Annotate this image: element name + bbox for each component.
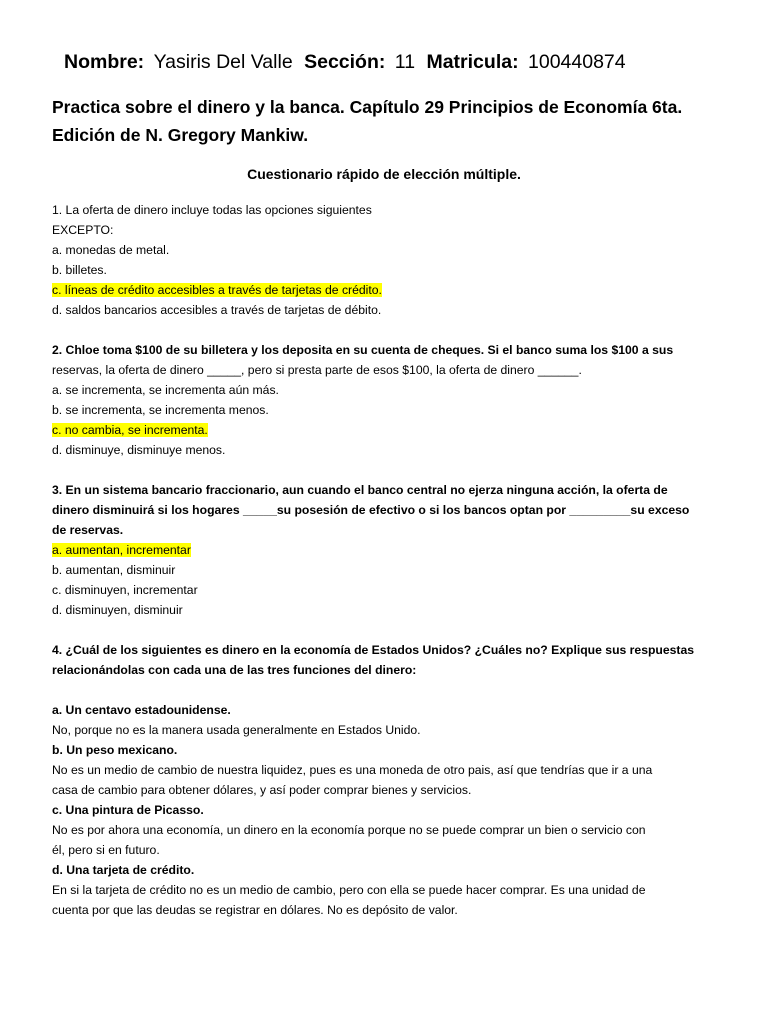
- item-b-answer: No es un medio de cambio de nuestra liquidez, pues es una moneda de otro pais, así que tendrías que ir a una: [52, 763, 653, 777]
- seccion-value: 11: [394, 51, 416, 73]
- question-1: [52, 200, 692, 320]
- item-d-label: d. Una tarjeta de crédito.: [52, 863, 195, 877]
- highlighted-answer: c. líneas de crédito accesibles a través de tarjetas de crédito.: [52, 283, 382, 297]
- item-d-answer: cuenta por que las deudas se registrar en dólares. No es depósito de valor.: [52, 903, 458, 917]
- question-text: EXCEPTO:: [52, 223, 114, 237]
- highlighted-answer: a. aumentan, incrementar: [52, 543, 191, 557]
- question-text: 2. Chloe toma $100 de su billetera y los deposita en su cuenta de cheques. Si el banco suma los $100 a sus: [52, 343, 674, 357]
- question-text: 4. ¿Cuál de los siguientes es dinero en la economía de Estados Unidos? ¿Cuáles no? Explique sus respuestas: [52, 643, 695, 657]
- option-a-selected: [52, 540, 692, 560]
- item-c-answer: él, pero si en futuro.: [52, 843, 160, 857]
- document-title: [52, 93, 752, 149]
- option-b: b. se incrementa, se incrementa menos.: [52, 403, 269, 417]
- option-d: d. disminuye, disminuye menos.: [52, 443, 226, 457]
- nombre-label: Nombre:: [64, 51, 145, 73]
- item-d-answer: En si la tarjeta de crédito no es un medio de cambio, pero con ella se puede hacer comprar. Es una unidad de: [52, 883, 646, 897]
- option-c-selected: [52, 280, 692, 300]
- question-4: [52, 640, 695, 920]
- seccion-label: Sección:: [304, 51, 386, 73]
- question-text: 3. En un sistema bancario fraccionario, aun cuando el banco central no ejerza ninguna acción, la oferta de: [52, 483, 668, 497]
- option-a: a. se incrementa, se incrementa aún más.: [52, 383, 279, 397]
- nombre-value: Yasiris Del Valle: [153, 51, 293, 73]
- item-a-answer: No, porque no es la manera usada generalmente en Estados Unido.: [52, 723, 421, 737]
- question-text: dinero disminuirá si los hogares _____su posesión de efectivo o si los bancos optan por _________su exceso: [52, 503, 690, 517]
- question-3: [52, 480, 692, 620]
- item-c-answer: No es por ahora una economía, un dinero en la economía porque no se puede comprar un bien o servicio con: [52, 823, 646, 837]
- question-text: 1. La oferta de dinero incluye todas las opciones siguientes: [52, 203, 372, 217]
- item-b-answer: casa de cambio para obtener dólares, y así poder comprar bienes y servicios.: [52, 783, 472, 797]
- item-c-label: c. Una pintura de Picasso.: [52, 803, 204, 817]
- quiz-subtitle: Cuestionario rápido de elección múltiple.: [247, 166, 521, 182]
- item-a-label: a. Un centavo estadounidense.: [52, 703, 231, 717]
- question-text: reservas, la oferta de dinero _____, pero si presta parte de esos $100, la oferta de dinero ______.: [52, 363, 582, 377]
- question-2: [52, 340, 692, 460]
- option-b: b. aumentan, disminuir: [52, 563, 176, 577]
- option-a: a. monedas de metal.: [52, 243, 170, 257]
- option-b: b. billetes.: [52, 263, 107, 277]
- highlighted-answer: c. no cambia, se incrementa.: [52, 423, 208, 437]
- matricula-value: 100440874: [528, 51, 626, 73]
- option-c: c. disminuyen, incrementar: [52, 583, 198, 597]
- question-text: relacionándolas con cada una de las tres funciones del dinero:: [52, 663, 417, 677]
- option-d: d. saldos bancarios accesibles a través de tarjetas de débito.: [52, 303, 382, 317]
- student-header: [64, 49, 754, 75]
- questions-body: [52, 200, 695, 920]
- item-b-label: b. Un peso mexicano.: [52, 743, 178, 757]
- question-text: de reservas.: [52, 523, 124, 537]
- matricula-label: Matricula:: [426, 51, 519, 73]
- option-c-selected: [52, 420, 692, 440]
- title-line-2: Edición de N. Gregory Mankiw.: [52, 125, 309, 145]
- title-line-1: Practica sobre el dinero y la banca. Capítulo 29 Principios de Economía 6ta.: [52, 97, 683, 117]
- option-d: d. disminuyen, disminuir: [52, 603, 183, 617]
